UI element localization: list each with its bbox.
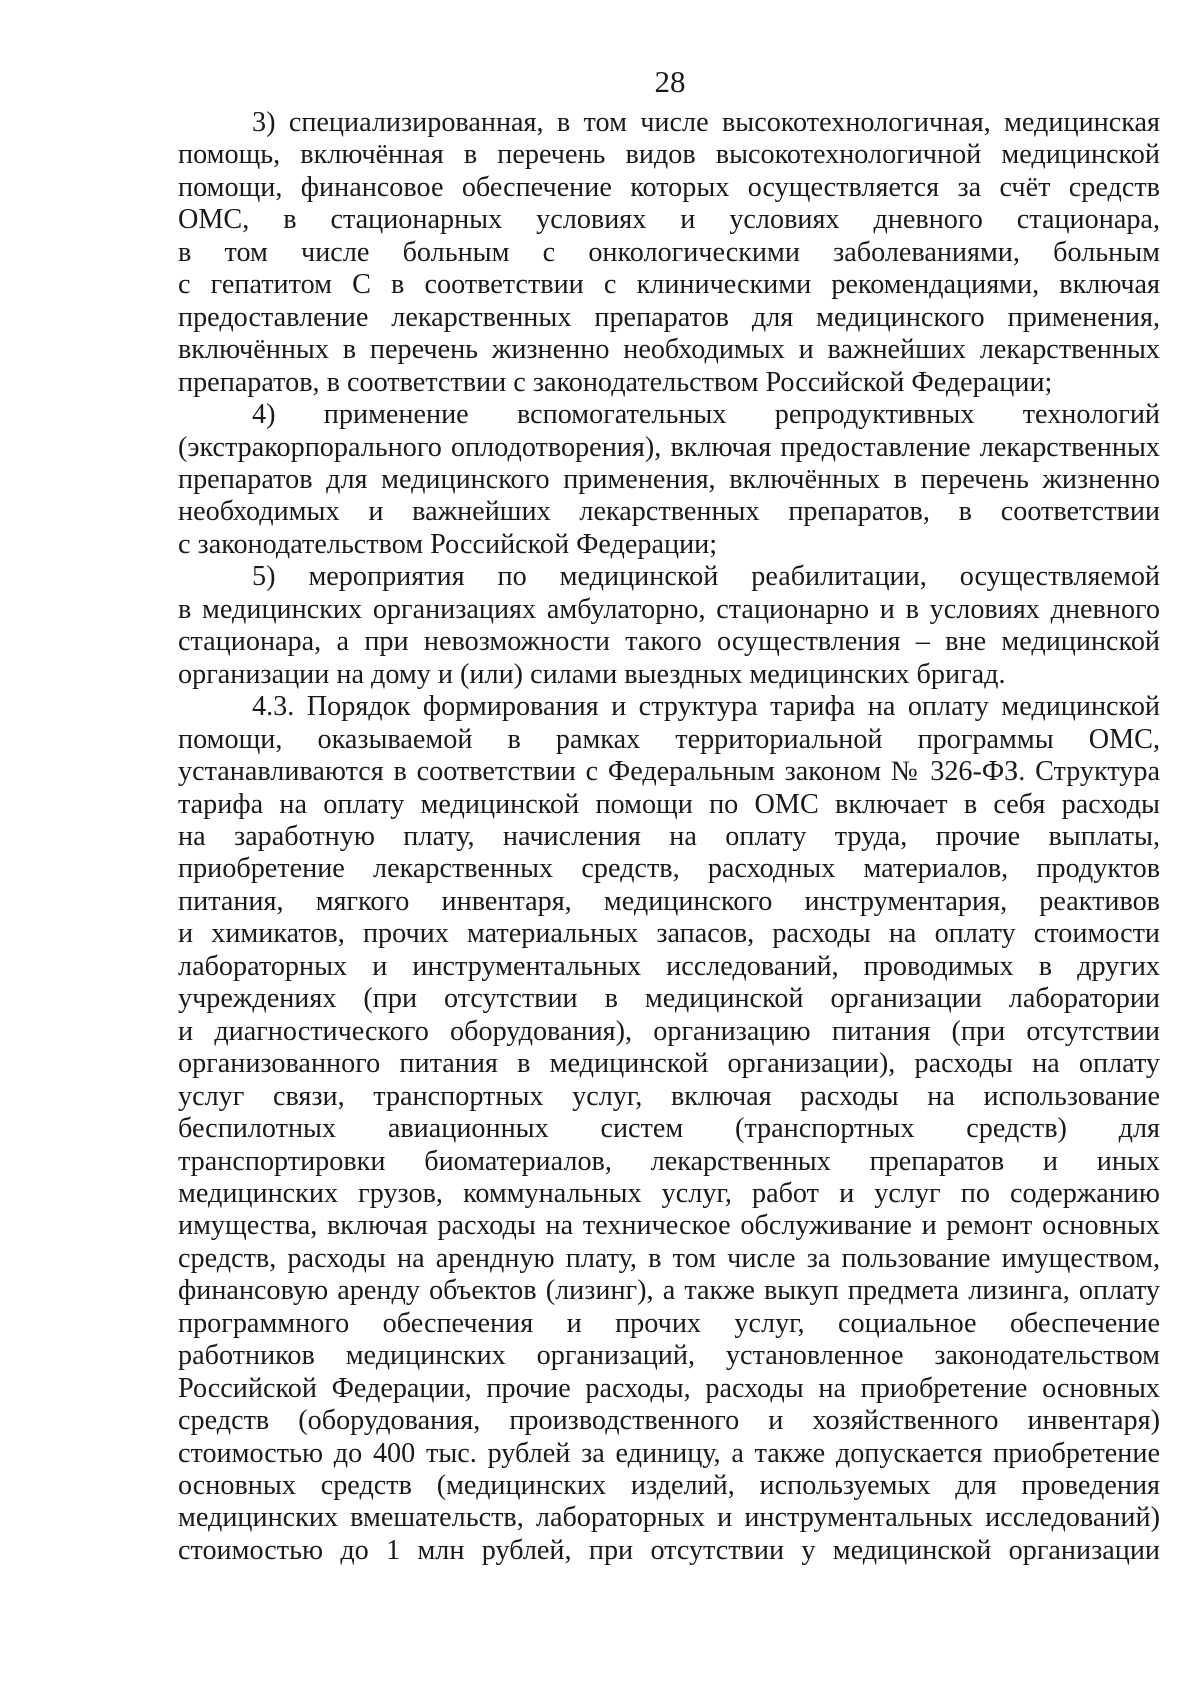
text-line: основных средств (медицинских изделий, используемых для проведения <box>178 1470 1160 1502</box>
text-line: устанавливаются в соответствии с Федеральным законом № 326-ФЗ. Структура <box>178 756 1160 788</box>
page-number: 28 <box>654 64 686 99</box>
text-line: приобретение лекарственных средств, расходных материалов, продуктов <box>178 853 1160 885</box>
paragraph-item-3 <box>178 107 1160 399</box>
text-line: медицинских вмешательств, лабораторных и инструментальных исследований) <box>178 1502 1160 1534</box>
text-line: тарифа на оплату медицинской помощи по ОМС включает в себя расходы <box>178 788 1160 820</box>
text-line: в том числе больным с онкологическими заболеваниями, больным <box>178 236 1160 268</box>
text-line: и диагностического оборудования), организацию питания (при отсутствии <box>178 1015 1160 1047</box>
text-line: и химикатов, прочих материальных запасов, расходы на оплату стоимости <box>178 918 1160 950</box>
text-line: организации на дому и (или) силами выездных медицинских бригад. <box>178 658 1006 690</box>
text-line: 4.3. Порядок формирования и структура тарифа на оплату медицинской <box>252 691 1160 723</box>
text-line: транспортировки биоматериалов, лекарственных препаратов и иных <box>178 1145 1160 1177</box>
paragraph-item-5 <box>178 561 1160 691</box>
paragraph-section-4-3 <box>178 691 1160 1567</box>
text-line: с законодательством Российской Федерации; <box>178 528 718 560</box>
text-line: помощи, оказываемой в рамках территориальной программы ОМС, <box>178 723 1160 755</box>
text-line: включённых в перечень жизненно необходимых и важнейших лекарственных <box>178 334 1160 366</box>
text-line: необходимых и важнейших лекарственных препаратов, в соответствии <box>178 496 1160 528</box>
text-line: программного обеспечения и прочих услуг, социальное обеспечение <box>178 1307 1160 1339</box>
text-line: медицинских грузов, коммунальных услуг, работ и услуг по содержанию <box>178 1177 1160 1209</box>
text-line: (экстракорпорального оплодотворения), включая предоставление лекарственных <box>178 431 1160 463</box>
text-line: финансовую аренду объектов (лизинг), а также выкуп предмета лизинга, оплату <box>178 1275 1160 1307</box>
text-line: 3) специализированная, в том числе высокотехнологичная, медицинская <box>252 107 1160 138</box>
text-line: помощи, финансовое обеспечение которых осуществляется за счёт средств <box>178 171 1160 203</box>
text-line: стационара, а при невозможности такого осуществления – вне медицинской <box>178 626 1160 658</box>
text-line: организованного питания в медицинской организации), расходы на оплату <box>178 1048 1160 1080</box>
text-line: предоставление лекарственных препаратов для медицинского применения, <box>178 301 1160 333</box>
text-line: средств (оборудования, производственного и хозяйственного инвентаря) <box>178 1405 1160 1437</box>
text-line: стоимостью до 1 млн рублей, при отсутствии у медицинской организации <box>178 1534 1160 1566</box>
text-line: стоимостью до 400 тыс. рублей за единицу, а также допускается приобретение <box>178 1437 1160 1469</box>
text-line: препаратов, в соответствии с законодательством Российской Федерации; <box>178 366 1053 398</box>
paragraph-item-4 <box>178 399 1160 561</box>
text-line: средств, расходы на арендную плату, в том числе за пользование имуществом, <box>178 1242 1160 1274</box>
text-line: в медицинских организациях амбулаторно, стационарно и в условиях дневного <box>178 593 1160 625</box>
text-line: услуг связи, транспортных услуг, включая расходы на использование <box>178 1080 1160 1112</box>
text-line: на заработную плату, начисления на оплату труда, прочие выплаты, <box>178 820 1160 852</box>
text-line: лабораторных и инструментальных исследований, проводимых в других <box>178 950 1160 982</box>
text-line: учреждениях (при отсутствии в медицинской организации лаборатории <box>178 983 1160 1015</box>
text-line: помощь, включённая в перечень видов высокотехнологичной медицинской <box>178 139 1160 171</box>
text-line: имущества, включая расходы на техническое обслуживание и ремонт основных <box>178 1210 1160 1242</box>
text-line: 5) мероприятия по медицинской реабилитации, осуществляемой <box>252 561 1160 593</box>
document-body <box>178 107 1160 1567</box>
text-line: препаратов для медицинского применения, включённых в перечень жизненно <box>178 463 1160 495</box>
text-line: питания, мягкого инвентаря, медицинского инструментария, реактивов <box>178 885 1160 917</box>
text-line: с гепатитом С в соответствии с клиническими рекомендациями, включая <box>178 269 1160 301</box>
text-line: Российской Федерации, прочие расходы, расходы на приобретение основных <box>178 1372 1160 1404</box>
text-line: 4) применение вспомогательных репродуктивных технологий <box>252 399 1160 431</box>
text-line: беспилотных авиационных систем (транспортных средств) для <box>178 1113 1160 1145</box>
text-line: ОМС, в стационарных условиях и условиях дневного стационара, <box>178 204 1160 236</box>
text-line: работников медицинских организаций, установленное законодательством <box>178 1340 1160 1372</box>
